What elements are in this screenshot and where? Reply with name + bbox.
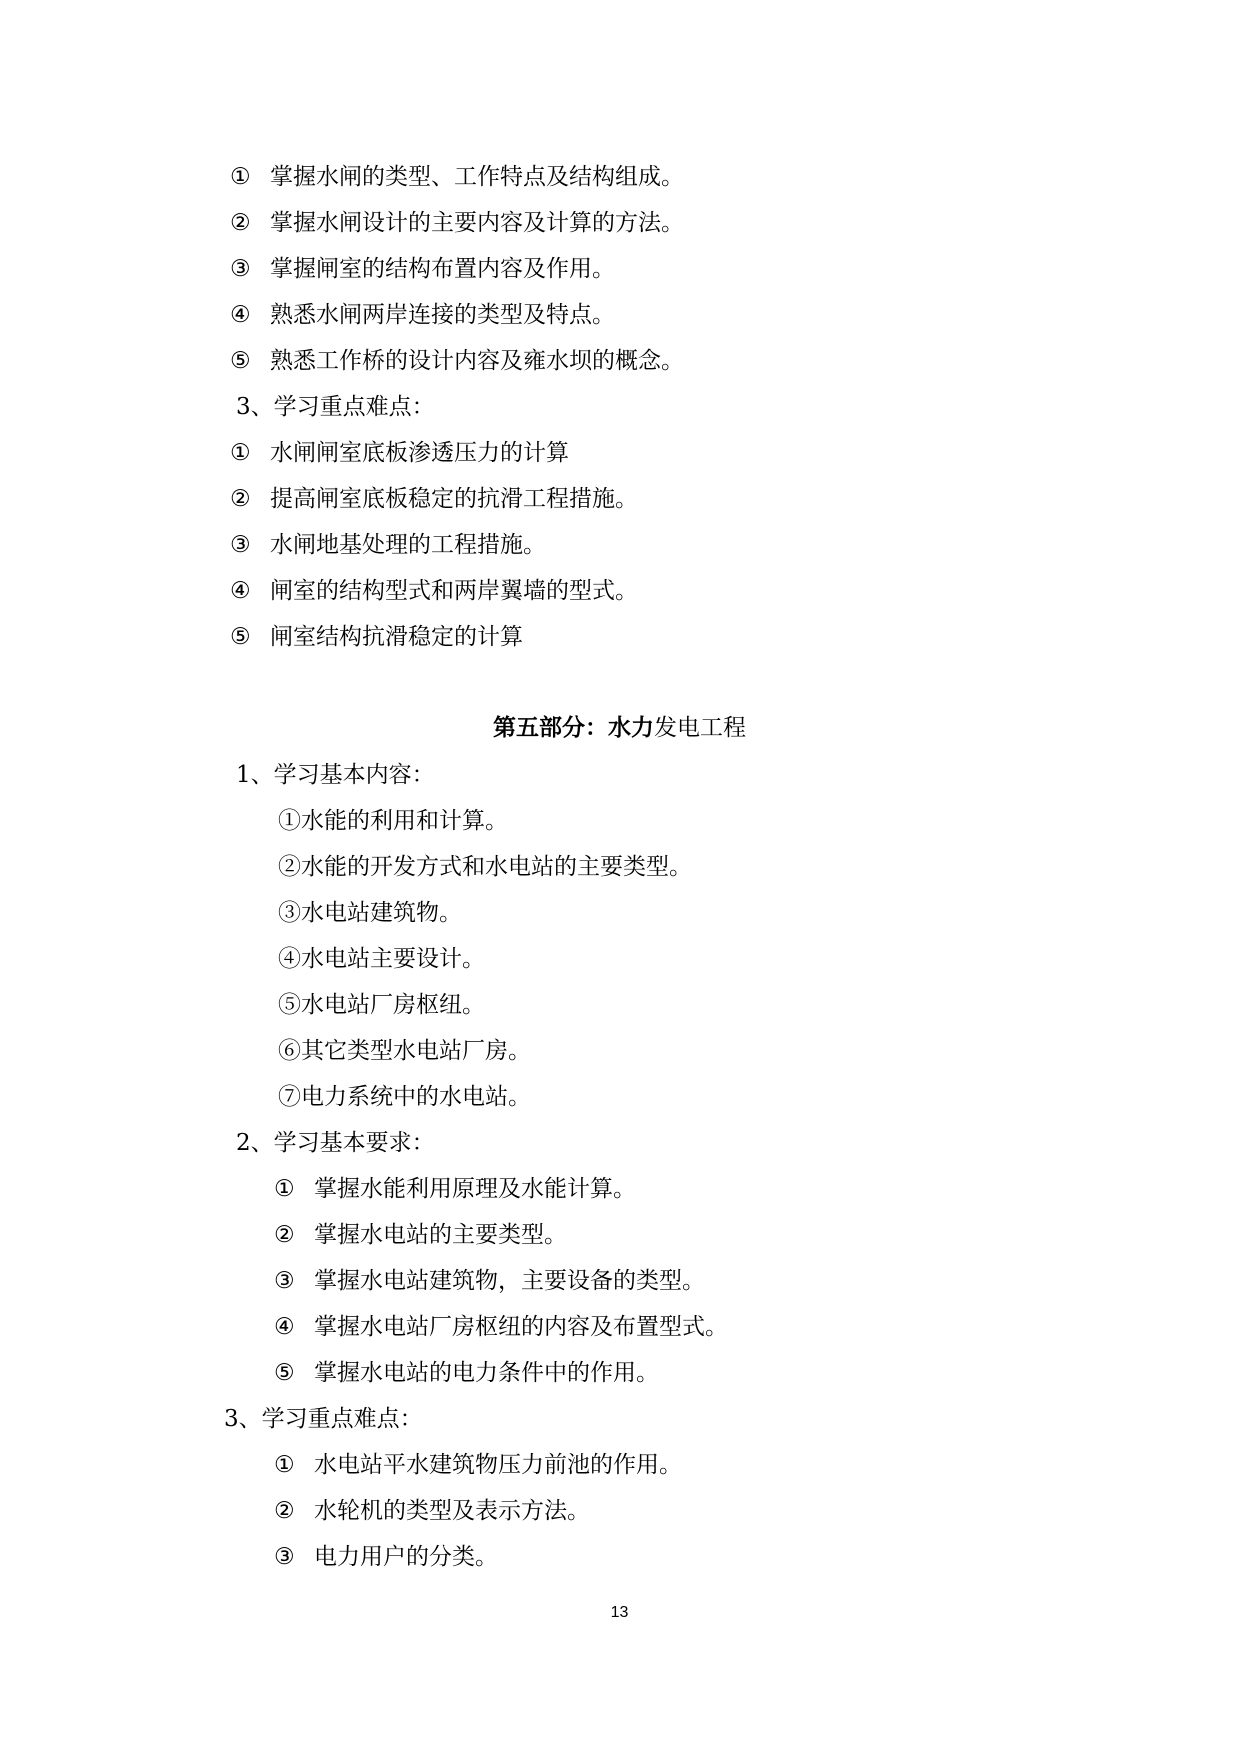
part-title-rest: 发电工程 <box>654 715 746 741</box>
list-item <box>230 300 615 330</box>
item-number: ③ <box>274 1544 295 1570</box>
item-number: ③ <box>230 256 251 282</box>
item-number: ② <box>230 486 251 512</box>
list-item: ⑦电力系统中的水电站。 <box>278 1084 531 1110</box>
list-item <box>230 254 615 284</box>
list-item <box>230 438 569 468</box>
item-text: 闸室结构抗滑稳定的计算 <box>270 624 523 650</box>
item-number: ① <box>230 164 251 190</box>
item-number: ② <box>274 1222 295 1248</box>
item-number: ① <box>274 1176 295 1202</box>
section-heading: 1、学习基本内容： <box>236 762 435 788</box>
item-text: 水轮机的类型及表示方法。 <box>314 1498 590 1524</box>
item-text: 掌握水闸设计的主要内容及计算的方法。 <box>270 210 684 236</box>
section-heading: 2、学习基本要求： <box>236 1130 435 1156</box>
list-item <box>274 1450 682 1480</box>
list-item: ⑥其它类型水电站厂房。 <box>278 1038 531 1064</box>
list-item <box>230 484 638 514</box>
list-item: ⑤水电站厂房枢纽。 <box>278 992 485 1018</box>
item-number: ⑤ <box>230 348 251 374</box>
item-number: ③ <box>274 1268 295 1294</box>
list-item: ②水能的开发方式和水电站的主要类型。 <box>278 854 692 880</box>
item-number: ④ <box>230 302 251 328</box>
item-number: ② <box>274 1498 295 1524</box>
list-item <box>274 1496 590 1526</box>
section-heading: 3、学习重点难点： <box>236 394 435 420</box>
list-item <box>230 208 684 238</box>
list-item <box>274 1358 659 1388</box>
section-heading: 3、学习重点难点： <box>224 1406 423 1432</box>
item-number: ⑤ <box>230 624 251 650</box>
item-text: 掌握水电站厂房枢纽的内容及布置型式。 <box>314 1314 728 1340</box>
item-text: 熟悉水闸两岸连接的类型及特点。 <box>270 302 615 328</box>
item-text: 掌握水电站的电力条件中的作用。 <box>314 1360 659 1386</box>
item-text: 掌握水闸的类型、工作特点及结构组成。 <box>270 164 684 190</box>
list-item <box>274 1220 567 1250</box>
list-item <box>274 1266 705 1296</box>
item-number: ④ <box>274 1314 295 1340</box>
item-text: 电力用户的分类。 <box>314 1544 498 1570</box>
item-number: ③ <box>230 532 251 558</box>
item-text: 提高闸室底板稳定的抗滑工程措施。 <box>270 486 638 512</box>
item-text: 掌握水电站建筑物，主要设备的类型。 <box>314 1268 705 1294</box>
list-item <box>230 346 684 376</box>
item-text: 水闸闸室底板渗透压力的计算 <box>270 440 569 466</box>
item-text: 水闸地基处理的工程措施。 <box>270 532 546 558</box>
item-text: 熟悉工作桥的设计内容及雍水坝的概念。 <box>270 348 684 374</box>
list-item <box>274 1542 498 1572</box>
list-item <box>230 576 638 606</box>
item-number: ① <box>230 440 251 466</box>
list-item: ④水电站主要设计。 <box>278 946 485 972</box>
list-item: ③水电站建筑物。 <box>278 900 462 926</box>
item-number: ① <box>274 1452 295 1478</box>
part-title-bold: 第五部分：水力 <box>493 714 654 741</box>
list-item <box>230 530 546 560</box>
item-text: 闸室的结构型式和两岸翼墙的型式。 <box>270 578 638 604</box>
item-text: 掌握闸室的结构布置内容及作用。 <box>270 256 615 282</box>
item-text: 掌握水能利用原理及水能计算。 <box>314 1176 636 1202</box>
page-number: 13 <box>610 1604 629 1621</box>
list-item: ①水能的利用和计算。 <box>278 808 508 834</box>
item-number: ② <box>230 210 251 236</box>
list-item <box>274 1312 728 1342</box>
list-item <box>274 1174 636 1204</box>
part-title <box>0 713 1239 743</box>
item-number: ④ <box>230 578 251 604</box>
item-number: ⑤ <box>274 1360 295 1386</box>
item-text: 掌握水电站的主要类型。 <box>314 1222 567 1248</box>
list-item <box>230 622 523 652</box>
item-text: 水电站平水建筑物压力前池的作用。 <box>314 1452 682 1478</box>
list-item <box>230 162 684 192</box>
